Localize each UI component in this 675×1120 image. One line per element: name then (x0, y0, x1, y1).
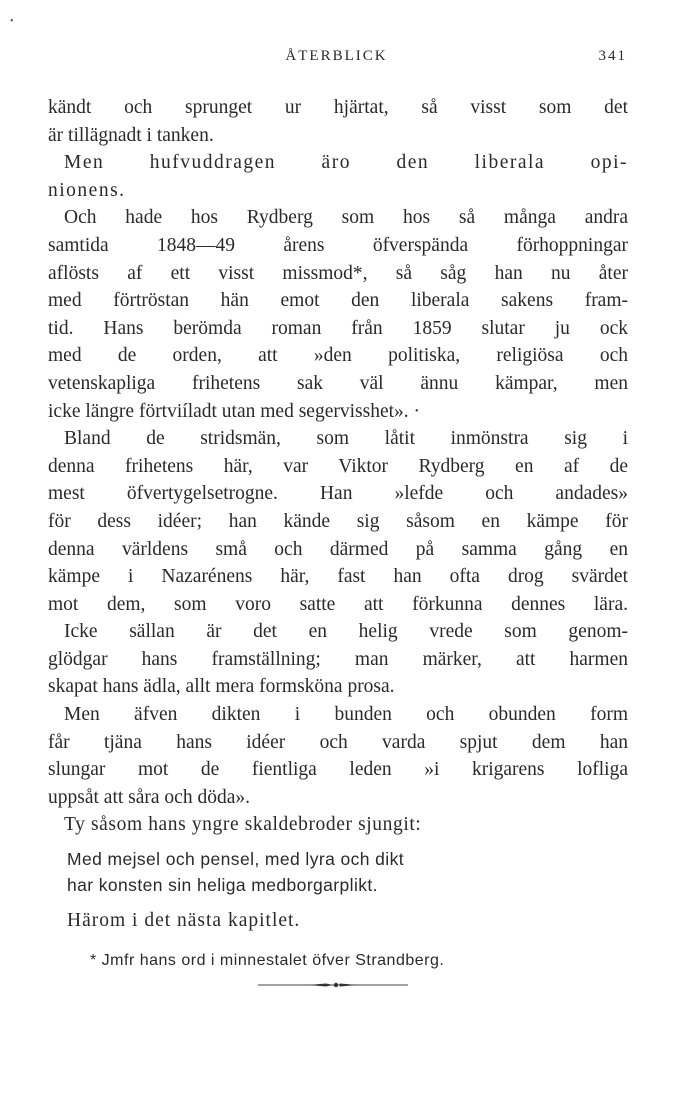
text-line: kändt och sprunget ur hjärtat, så visst som det (48, 97, 628, 118)
text-line: vetenskapliga frihetens sak väl ännu kämpar, men (48, 372, 628, 394)
page-number: 341 (598, 48, 627, 64)
text-line: icke längre förtviíladt utan med segervisshet». · (48, 400, 421, 422)
text-line: mot dem, som voro satte att förkunna dennes lära. (48, 593, 628, 615)
text-line: Men äfven dikten i bunden och obunden form (64, 704, 628, 726)
text-line: Icke sällan är det en helig vrede som genom- (64, 621, 628, 643)
body-text (48, 94, 628, 992)
text-line: nionens. (48, 179, 126, 201)
closing-line: Härom i det nästa kapitlet. (67, 910, 301, 932)
running-header (46, 48, 627, 72)
text-line: kämpe i Nazarénens här, fast han ofta drog svärdet (48, 566, 628, 588)
text-line: mest öfvertygelsetrogne. Han »lefde och andades» (48, 483, 628, 505)
text-line: denna frihetens här, var Viktor Rydberg en af de (48, 455, 628, 477)
text-line: denna världens små och därmed på samma gång en (48, 538, 628, 560)
text-line: Ty såsom hans yngre skaldebroder sjungit: (64, 814, 422, 836)
end-ornament (258, 978, 408, 992)
text-line: slungar mot de fientliga leden »i krigarens lofliga (48, 759, 628, 781)
margin-mark: • (10, 16, 14, 27)
text-line: får tjäna hans idéer och varda spjut dem han (48, 731, 628, 753)
verse-line: har konsten sin heliga medborgarplikt. (67, 874, 378, 895)
text-line: samtida 1848—49 årens öfverspända förhoppningar (48, 234, 628, 256)
text-line: Men hufvuddragen äro den liberala opi- (64, 152, 628, 174)
footnote: * Jmfr hans ord i minnestalet öfver Strandberg. (90, 952, 445, 970)
text-line: uppsåt att såra och döda». (48, 786, 250, 808)
text-line: med förtröstan hän emot den liberala sakens fram- (48, 290, 628, 312)
ornament-rule-icon (258, 978, 408, 992)
text-line: Och hade hos Rydberg som hos så många andra (64, 207, 628, 229)
text-line: aflösts af ett visst missmod*, så såg han nu åter (48, 262, 628, 284)
header-title: ÅTERBLICK (285, 48, 388, 64)
text-line: glödgar hans framställning; man märker, att harmen (48, 648, 628, 670)
text-line: tid. Hans berömda roman från 1859 slutar ju ock (48, 317, 628, 339)
text-line: med de orden, att »den politiska, religiösa och (48, 345, 628, 367)
verse-line: Med mejsel och pensel, med lyra och dikt (67, 849, 404, 870)
text-line: för dess idéer; han kände sig såsom en kämpe för (48, 510, 628, 532)
text-line: är tillägnadt i tanken. (48, 124, 214, 146)
text-line: skapat hans ädla, allt mera formsköna prosa. (48, 676, 395, 698)
text-line: Bland de stridsmän, som låtit inmönstra sig i (64, 428, 628, 450)
